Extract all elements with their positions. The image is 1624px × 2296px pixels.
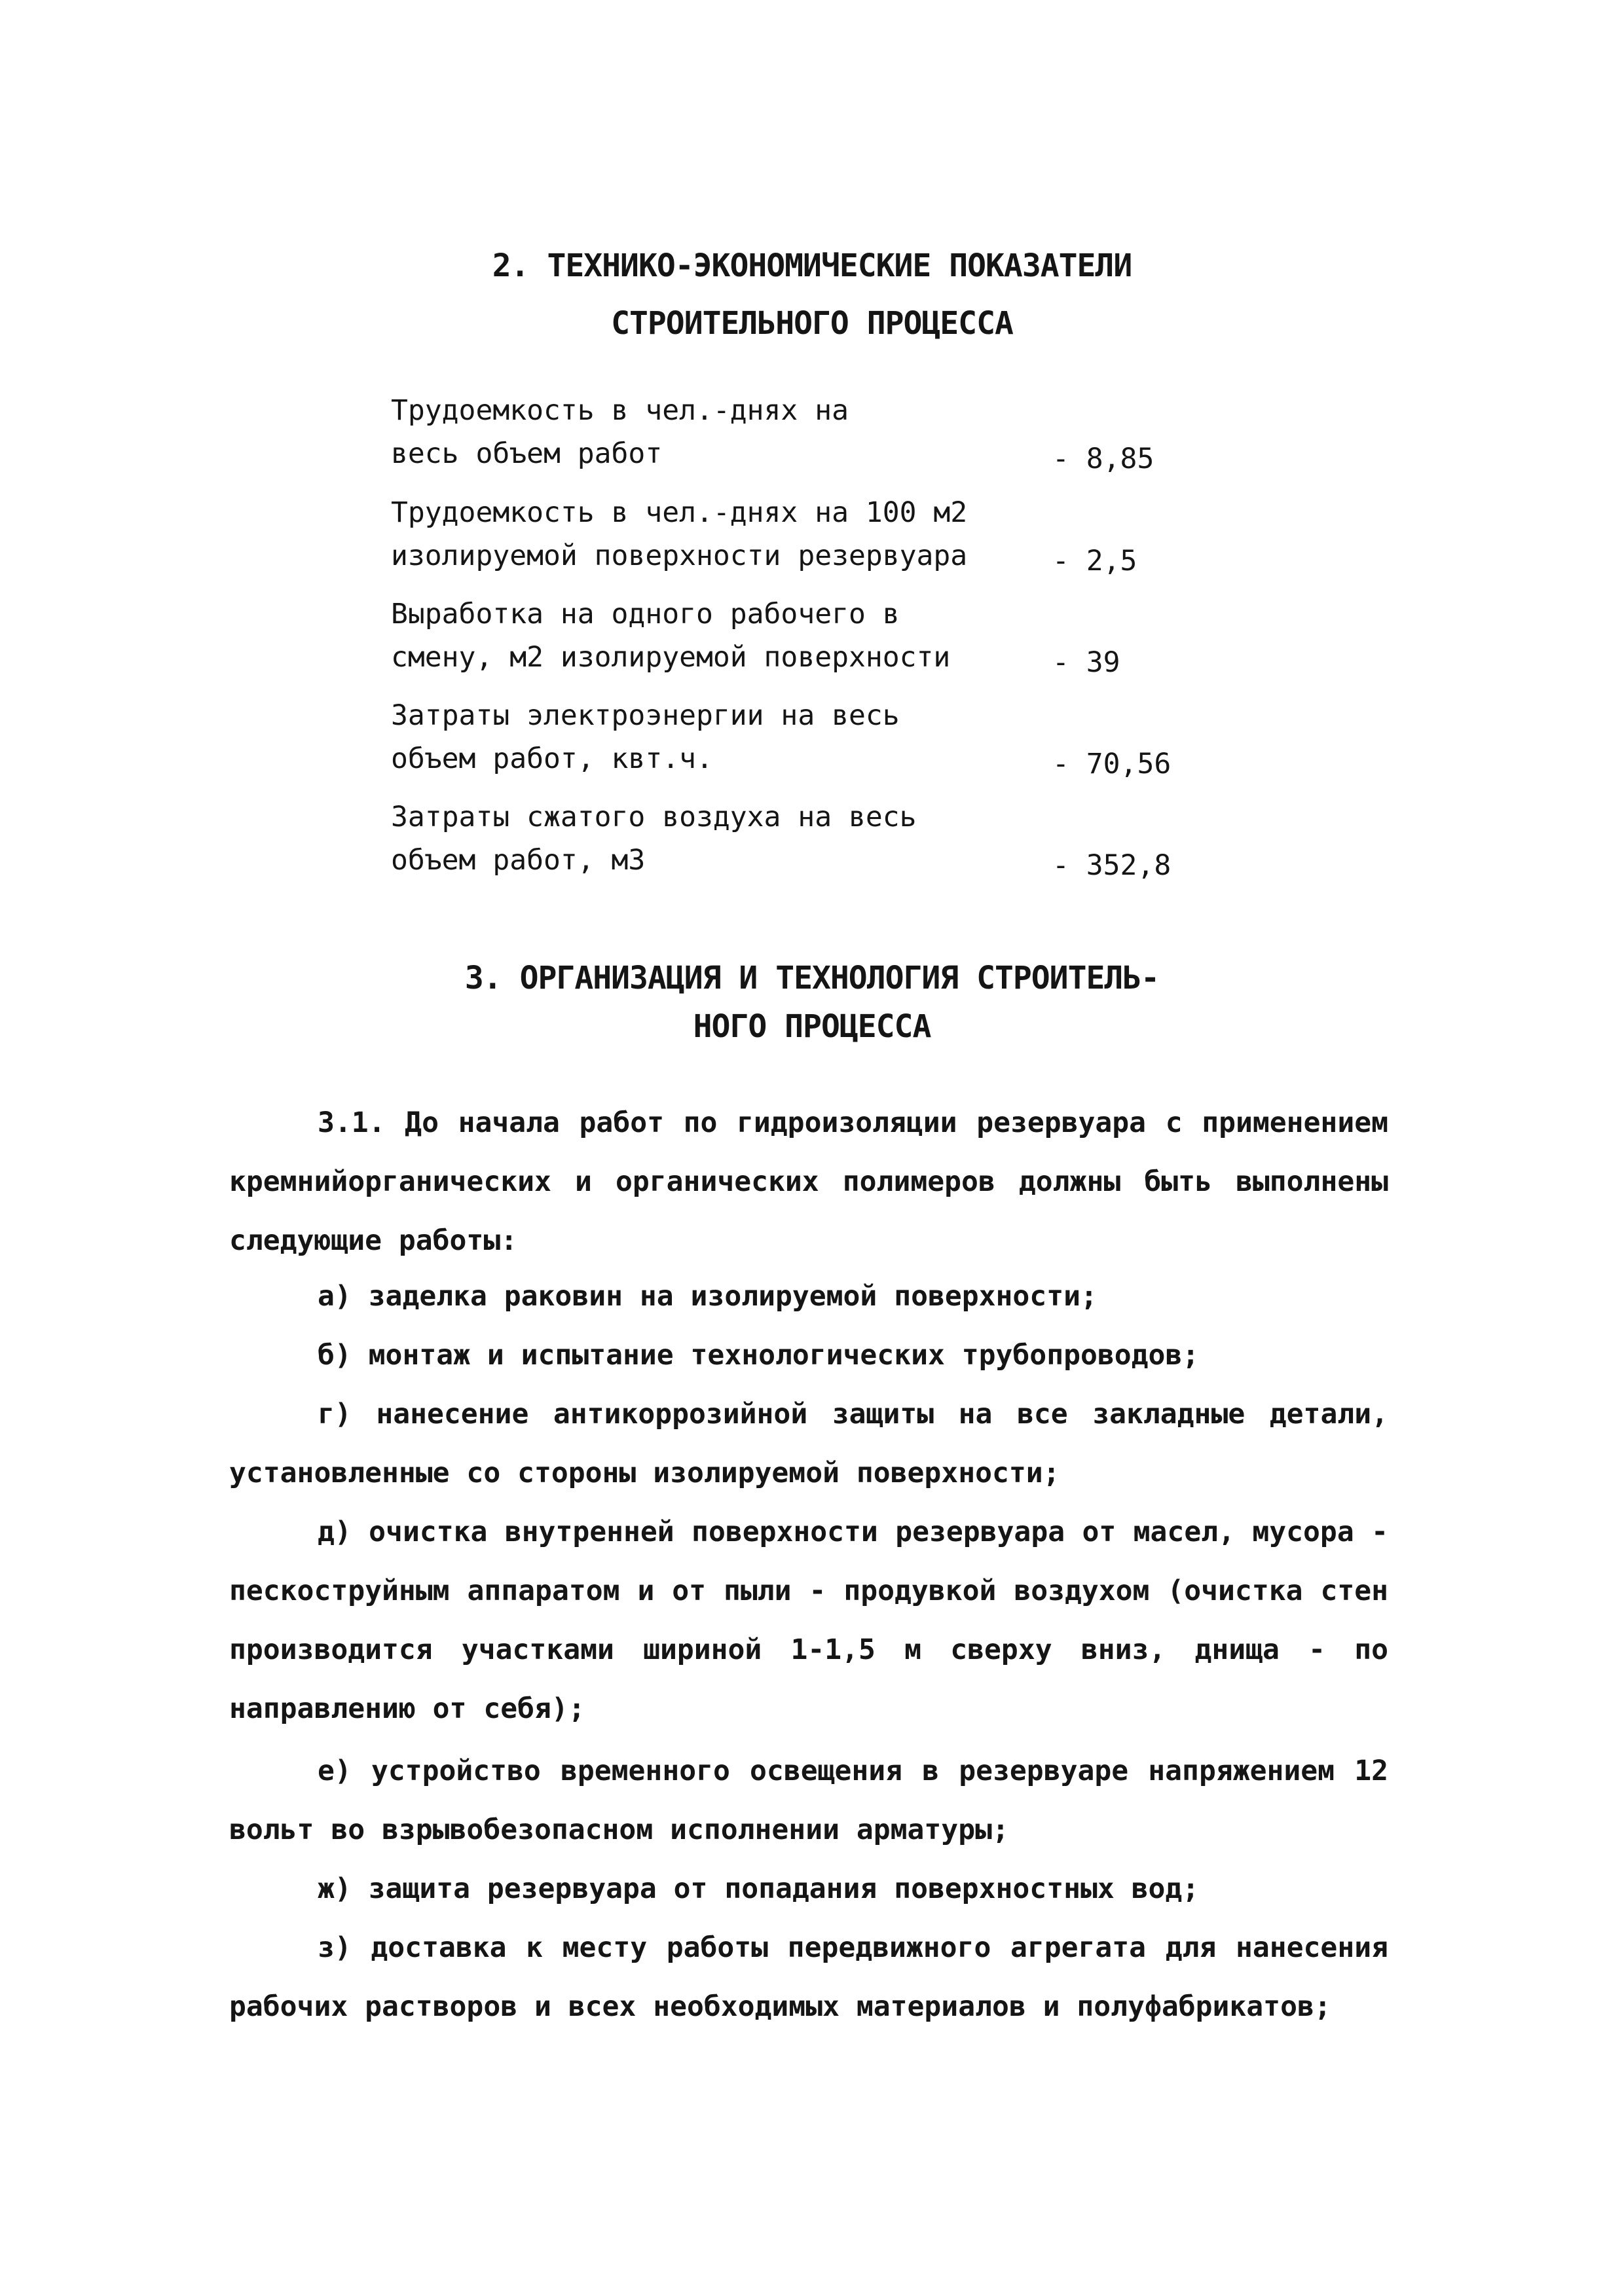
indicator-row — [391, 389, 1242, 481]
indicator-value: - 8,85 — [1052, 443, 1154, 475]
indicator-label: Трудоемкость в чел.-днях на весь объем работ — [391, 394, 849, 470]
section2-title-line1: 2. ТЕХНИКО-ЭКОНОМИЧЕСКИЕ ПОКАЗАТЕЛИ — [492, 247, 1132, 284]
indicator-row — [391, 592, 1242, 684]
indicator-row — [391, 795, 1242, 887]
indicator-value: - 39 — [1052, 646, 1120, 679]
section3-title-line1: 3. ОРГАНИЗАЦИЯ И ТЕХНОЛОГИЯ СТРОИТЕЛЬ- — [464, 960, 1160, 996]
indicator-label: Затраты сжатого воздуха на весь объем работ, м3 — [391, 801, 917, 877]
list-item: г) нанесение антикоррозийной защиты на все закладные детали, установленные со стороны изолируемой поверхности; — [229, 1398, 1388, 1489]
section3-intro-paragraph: 3.1. До начала работ по гидроизоляции резервуара с применением кремнийорганических и органических полимеров должны быть выполнены следующие работы: — [229, 1106, 1388, 1257]
indicator-value: - 2,5 — [1052, 545, 1137, 577]
section2-title-line2: СТРОИТЕЛЬНОГО ПРОЦЕССА — [611, 305, 1013, 342]
section3-title-line2: НОГО ПРОЦЕССА — [693, 1008, 931, 1045]
indicator-row — [391, 491, 1242, 583]
list-item: а) заделка раковин на изолируемой поверхности; — [318, 1280, 1098, 1313]
list-item: д) очистка внутренней поверхности резервуара от масел, мусора - пескоструйным аппаратом и от пыли - продувкой воздухом (очистка стен производится участками шириной 1-1,5 м сверху вниз, днища - по направлению от себя); — [229, 1516, 1388, 1725]
indicator-label: Трудоемкость в чел.-днях на 100 м2 изолируемой поверхности резервуара — [391, 496, 968, 572]
list-item: е) устройство временного освещения в резервуаре напряжением 12 вольт во взрывобезопасном исполнении арматуры; — [229, 1755, 1388, 1846]
indicator-value: - 352,8 — [1052, 849, 1172, 882]
indicator-row — [391, 694, 1242, 786]
list-item: ж) защита резервуара от попадания поверхностных вод; — [318, 1872, 1200, 1905]
list-item: з) доставка к месту работы передвижного агрегата для нанесения рабочих растворов и всех необходимых материалов и полуфабрикатов; — [229, 1931, 1388, 2023]
list-item: б) монтаж и испытание технологических трубопроводов; — [318, 1339, 1200, 1372]
indicator-value: - 70,56 — [1052, 748, 1172, 780]
indicator-label: Выработка на одного рабочего в смену, м2 изолируемой поверхности — [391, 598, 951, 674]
indicator-label: Затраты электроэнергии на весь объем работ, квт.ч. — [391, 699, 900, 775]
